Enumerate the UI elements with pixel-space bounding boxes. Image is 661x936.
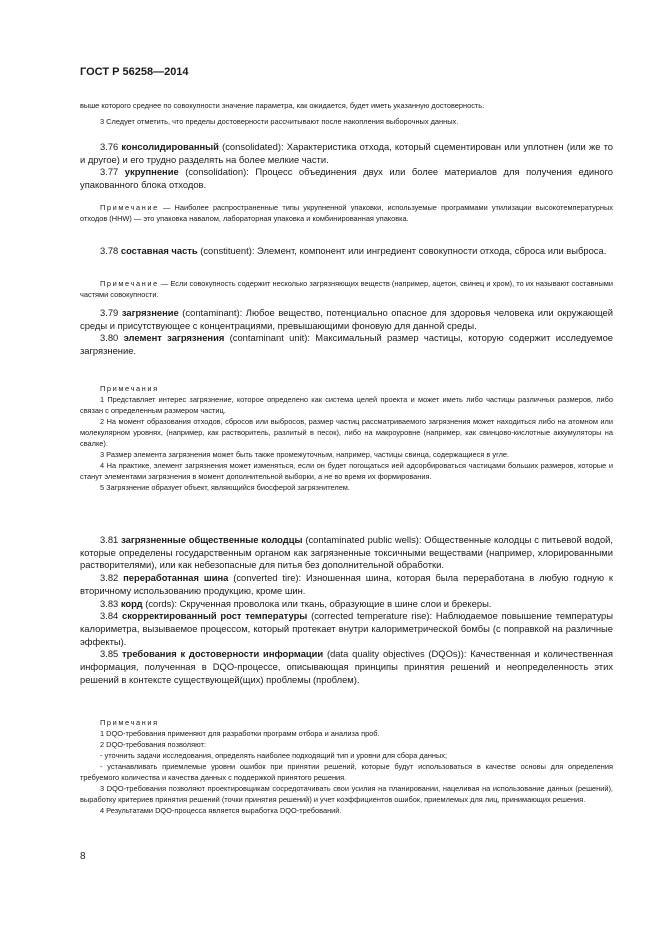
note-item: 4 На практике, элемент загрязнения может изменяться, если он будет погощаться ией адсорбироваться частицами больших размеров, которые и станут элементами загрязнения в момент дополнительной выборки, а не во время их формирования. — [80, 461, 613, 481]
page-number: 8 — [80, 851, 86, 862]
note-item: - устанавливать приемлемые уровни ошибок при принятии решений, которые будут использоваться в качестве основы для определения требуемого количества и качества данных с поддержкой принятого решения. — [80, 762, 613, 782]
document-header: ГОСТ Р 56258—2014 — [80, 66, 189, 78]
term-3-85: 3.85 требования к достоверности информации (data quality objectives (DQOs)): Качественная и количественная информация, полученная в DQO-процессе, описывающая принципы принятия решений и неопределенность этих решений в контексте существующей(щих) проблемы (проблем). — [80, 648, 613, 685]
term-3-78: 3.78 составная часть (constituent): Элемент, компонент или ингредиент совокупности отхода, сброса или выброса. — [100, 245, 607, 256]
term-3-81-name: загрязненные общественные колодцы — [121, 534, 303, 545]
note-3-77: Примечание — Наиболее распространенные типы укрупненной упаковки, используемые программами утилизации высокотемпературных отходов (HHW) — это упаковка навалом, лабораторная упаковка и комбинированная упаковка. — [80, 203, 613, 223]
term-3-76: 3.76 консолидированный (consolidated): Характеристика отхода, который сцементирован или уплотнен (или же то и другое) и его трудно разделять на более мелкие части. — [80, 141, 614, 165]
notes-heading: Примечания — [100, 384, 159, 393]
note-item: 5 Загрязнение образует объект, являющийся биосферой загрязнителем. — [100, 483, 350, 492]
note-item: 3 DQO-требования позволяют проектировщикам сосредотачивать свои усилия на планировании, нацеливая на использование данных (решений), выработку критериев принятия решений (точки принятия решений) и учет коэффициентов ошибок, приемлемых для лиц, принимающих решения. — [80, 784, 613, 804]
note-3: 3 Следует отметить, что пределы достоверности рассчитывают после накопления выборочных данных. — [100, 117, 459, 126]
notes-3-80 — [80, 383, 613, 493]
notes-heading: Примечания — [100, 718, 159, 727]
note-continuation: выше которого среднее по совокупности значение параметра, как ожидается, будет иметь указанную достоверность. — [80, 101, 485, 110]
term-3-77: 3.77 укрупнение (consolidation): Процесс объединения двух или более материалов для получения единого упакованного блока отходов. — [80, 166, 613, 191]
note-item: 2 DQO-требования позволяют: — [100, 740, 206, 749]
term-3-81: 3.81 загрязненные общественные колодцы (contaminated public wells): Общественные колодцы с питьевой водой, которые определены государственным органом как загрязненные токсичными веществами (например, хлорированными растворителями), или как небезопасные для питья без дополнительной обработки. — [80, 534, 614, 571]
term-3-79: 3.79 загрязнение (contaminant): Любое вещество, потенциально опасное для здоровья человека или окружающей среды и присутствующее с концентрациями, превышающими фоновую для данной среды. — [80, 307, 613, 331]
note-item: 3 Размер элемента загрязнения может быть также промежуточным, например, частицы свинца, содержащиеся в угле. — [100, 450, 510, 459]
term-3-83: 3.83 корд (cords): Скрученная проволока или ткань, образующие в шине слои и брекеры. — [100, 597, 492, 609]
term-3-82-name: переработанная шина — [123, 572, 229, 584]
term-3-78-block — [80, 245, 613, 258]
note-item: 1 DQO-требования применяют для разработки программ отбора и анализа проб. — [100, 729, 380, 738]
top-notes — [80, 100, 613, 127]
notes-3-85 — [80, 717, 613, 816]
term-3-84-name: скорректированный рост температуры — [122, 610, 308, 622]
note-label: Примечание — [100, 279, 159, 288]
term-3-76-name: консолидированный — [121, 141, 219, 152]
note-3-78: Примечание — Если совокупность содержит несколько загрязняющих веществ (например, ацетон, свинец и хром), то их называют составными частями совокупности. — [80, 279, 613, 299]
terms-3-79-3-80 — [80, 307, 613, 358]
term-3-82: 3.82 переработанная шина (converted tire): Изношенная шина, которая была переработана в любую годную к вторичному использованию продукцию, кроме шин. — [80, 572, 613, 596]
note-item: 2 На момент образования отходов, сбросов или выбросов, размер частиц рассматриваемого загрязнения может находиться либо на атомном или молекулярном уровнях, (например, как растворитель, разлитый в песок), либо на макроуровне (например, как свинцово-кислотные аккумуляторы на свалке). — [80, 417, 613, 448]
term-3-78-name: составная часть — [120, 245, 198, 256]
note-label: Примечание — [100, 203, 159, 212]
note-item: 4 Результатами DQO-процесса является выработка DQO-требований. — [100, 806, 342, 815]
note-item: - уточнить задачи исследования, определять наиболее подходящий тип и уровни для сбора данных; — [100, 751, 448, 760]
term-3-79-name: загрязнение — [121, 307, 179, 318]
note-item: 1 Представляет интерес загрязнение, которое определено как система целей проекта и может иметь либо частицы различных размеров, либо связан с определенным размером частиц. — [80, 395, 613, 415]
term-3-83-name: корд — [120, 597, 143, 609]
term-3-80: 3.80 элемент загрязнения (contaminant unit): Максимальный размер частицы, которую содержит исследуемое загрязнение. — [80, 332, 614, 357]
term-3-77-name: укрупнение — [124, 166, 179, 178]
term-3-80-name: элемент загрязнения — [123, 332, 225, 344]
term-3-85-name: требования к достоверности информации — [122, 648, 324, 660]
terms-3-81-3-85 — [80, 534, 613, 686]
terms-3-76-3-77 — [80, 141, 613, 192]
term-3-84: 3.84 скорректированный рост температуры (corrected temperature rise): Наблюдаемое повышение температуры калориметра, вызываемое процессом, который протекает внутри калориметрической бомбы (с поправкой на различные эффекты). — [80, 610, 614, 647]
